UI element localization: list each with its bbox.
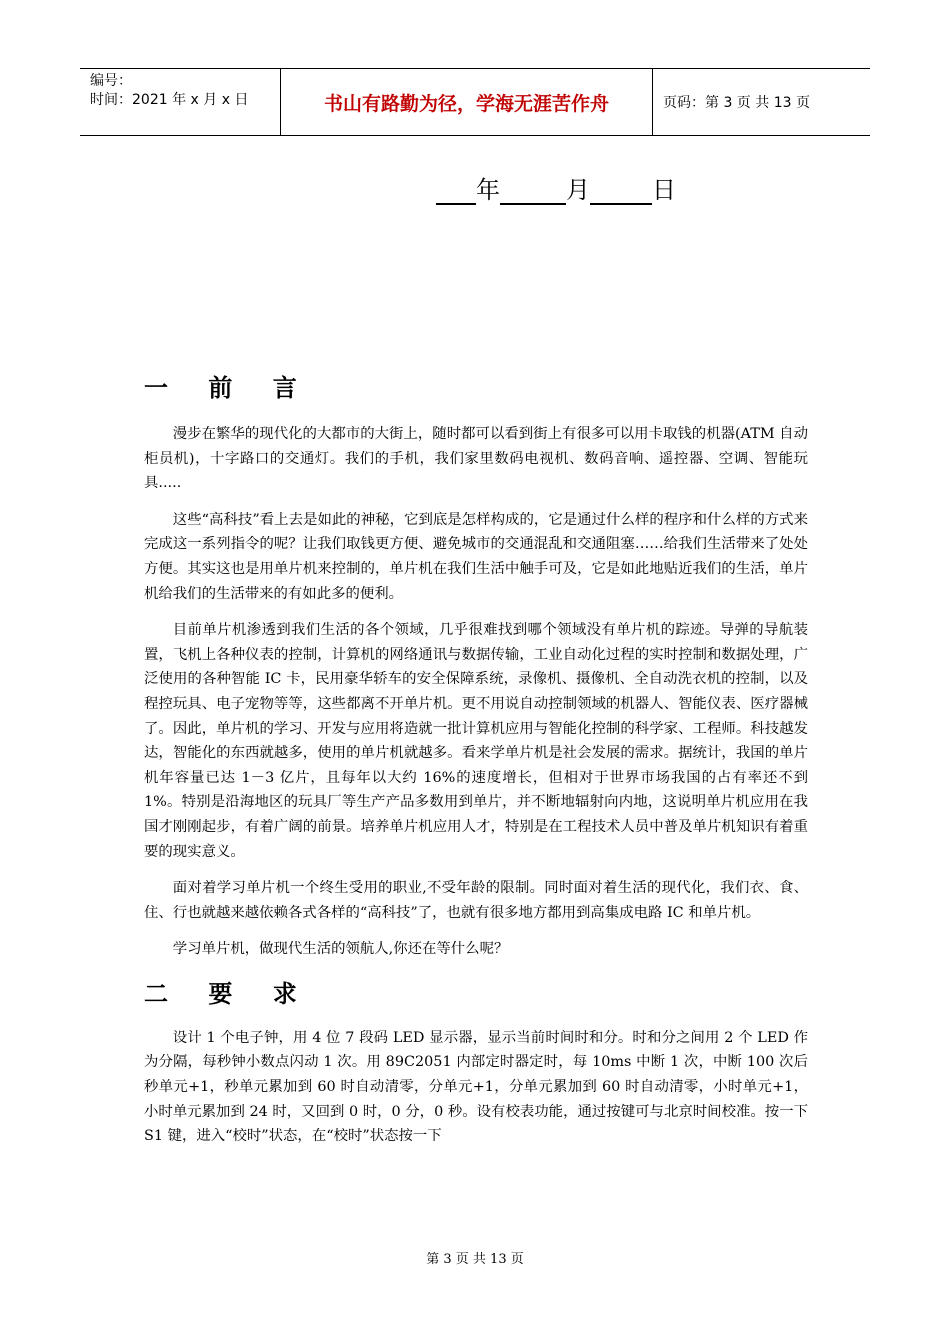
main-content — [144, 368, 808, 1161]
year-blank — [436, 177, 476, 205]
year-label: 年 — [476, 176, 500, 204]
time-label: 时间：2021 年 x 月 x 日 — [90, 92, 249, 108]
paragraph: 面对着学习单片机一个终生受用的职业,不受年龄的限制。同时面对着生活的现代化，我们衣、食、住、行也就越来越依赖各式各样的“高科技”了，也就有很多地方都用到高集成电路 IC 和单片机。 — [144, 880, 808, 921]
section-heading-preface: 一 前 言 — [144, 374, 313, 402]
header-meta-cell — [80, 69, 281, 135]
motto: 书山有路勤为径，学海无涯苦作舟 — [323, 92, 609, 115]
day-label: 日 — [652, 176, 676, 204]
month-blank — [500, 177, 566, 205]
paragraph: 设计 1 个电子钟，用 4 位 7 段码 LED 显示器，显示当前时间时和分。时和分之间用 2 个 LED 作为分隔，每秒钟小数点闪动 1 次。用 89C2051 内部定时器定时，每 10ms 中断 1 次，中断 100 次后秒单元+1，秒单元累加到 60 时自动清零，分单元+1，分单元累加到 60 时自动清零，小时单元+1，小时单元累加到 24 时，又回到 0 时，0 分，0 秒。设有校表功能，通过按键可与北京时间校准。按一下 S1 键，进入“校时”状态，在“校时”状态按一下 — [144, 1029, 808, 1145]
page-footer: 第 3 页 共 13 页 — [426, 1252, 524, 1267]
day-blank — [590, 177, 652, 205]
paragraph: 这些“高科技”看上去是如此的神秘，它到底是怎样构成的，它是通过什么样的程序和什么样的方式来完成这一系列指令的呢？让我们取钱更方便、避免城市的交通混乱和交通阻塞……给我们生活带来了处处方便。其实这也是用单片机来控制的，单片机在我们生活中触手可及，它是如此地贴近我们的生活，单片机给我们的生活带来的有如此多的便利。 — [144, 511, 808, 602]
month-label: 月 — [566, 176, 590, 204]
section-heading-requirements: 二 要 求 — [144, 979, 313, 1008]
paragraph: 目前单片机渗透到我们生活的各个领域，几乎很难找到哪个领域没有单片机的踪迹。导弹的导航装置，飞机上各种仪表的控制，计算机的网络通讯与数据传输，工业自动化过程的实时控制和数据处理，广泛使用的各种智能 IC 卡，民用豪华轿车的安全保障系统，录像机、摄像机、全自动洗衣机的控制，以及程控玩具、电子宠物等等，这些都离不开单片机。更不用说自动控制领域的机器人、智能仪表、医疗器械了。因此，单片机的学习、开发与应用将造就一批计算机应用与智能化控制的科学家、工程师。科技越发达，智能化的东西就越多，使用的单片机就越多。看来学单片机是社会发展的需求。据统计，我国的单片机年容量已达 1－3 亿片，且每年以大约 16%的速度增长，但相对于世界市场我国的占有率还不到 1%。特别是沿海地区的玩具厂等生产产品多数用到单片，并不断地辐射向内地，这说明单片机应用在我国才刚刚起步，有着广阔的前景。培养单片机应用人才，特别是在工程技术人员中普及单片机知识有着重要的现实意义。 — [144, 622, 808, 860]
date-line — [436, 170, 676, 205]
number-label: 编号： — [90, 73, 132, 89]
paragraph: 学习单片机，做现代生活的领航人,你还在等什么呢？ — [172, 941, 509, 958]
motto-cell — [281, 69, 653, 135]
page-info: 页码：第 3 页 共 13 页 — [663, 95, 810, 111]
page-info-cell — [653, 69, 870, 135]
header-table — [80, 68, 870, 136]
paragraph: 漫步在繁华的现代化的大都市的大街上，随时都可以看到街上有很多可以用卡取钱的机器(ATM 自动柜员机)，十字路口的交通灯。我们的手机，我们家里数码电视机、数码音响、遥控器、空调、智能玩具..... — [144, 426, 808, 492]
